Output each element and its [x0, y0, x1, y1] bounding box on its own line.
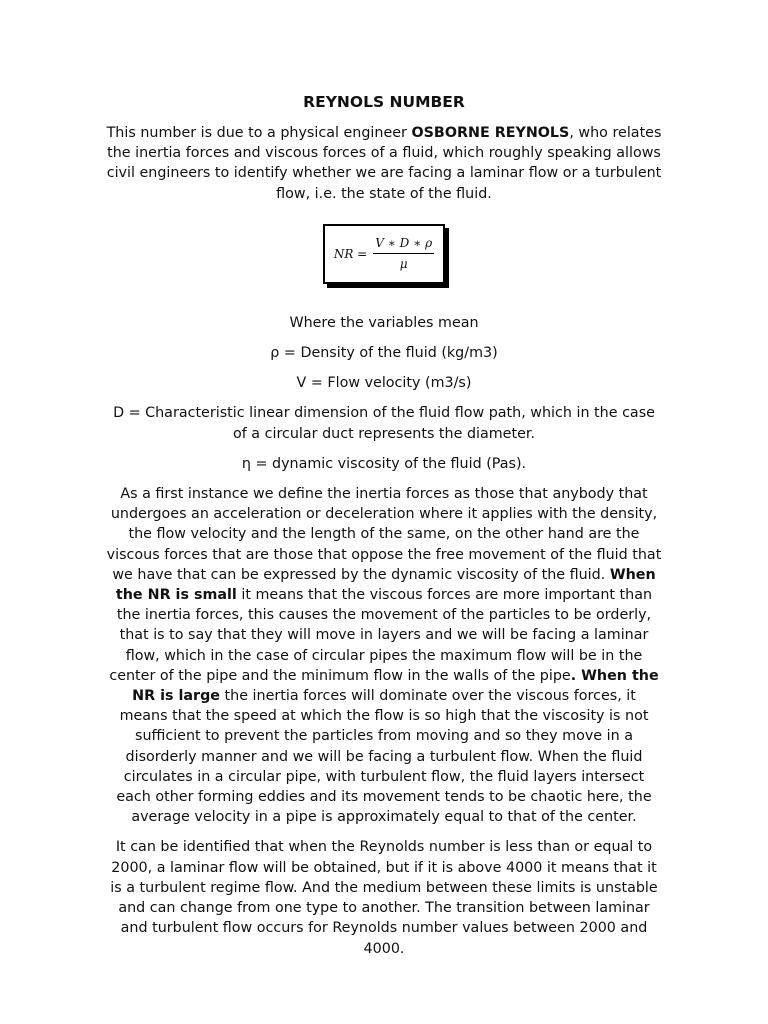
variable-viscosity: η = dynamic viscosity of the fluid (Pas).	[241, 455, 527, 472]
engineer-name: OSBORNE REYNOLS	[411, 125, 570, 141]
document-title: REYNOLS NUMBER	[303, 93, 465, 111]
explanation-text-1: As a first instance we define the inertia forces as those that anybody that undergoes an acceleration or deceleration where it applies with the density, the flow velocity and the length of the same, on the other hand are the viscous forces that are those that oppose the free movement of the fluid that we have that can be expressed by the dynamic viscosity of the fluid.	[106, 486, 662, 583]
intro-text-end: , who relates the inertia forces and viscous forces of a fluid, which roughly speaking allows civil engineers to identify whether we are facing a laminar flow or a turbulent flow, i.e. the state of the fluid.	[106, 125, 662, 202]
large-nr-emphasis: . When the NR is large	[132, 667, 659, 705]
thresholds-paragraph: It can be identified that when the Reynolds number is less than or equal to 2000, a laminar flow will be obtained, but if it is above 4000 it means that it is a turbulent regime flow. And the medium between these limits is unstable and can change from one type to another. The transition between laminar and turbulent flow occurs for Reynolds number values between 2000 and 4000.	[110, 839, 658, 957]
formula-container	[106, 224, 662, 284]
formula-fraction	[373, 236, 434, 271]
variable-density: ρ = Density of the fluid (kg/m3)	[270, 345, 498, 362]
explanation-text-2: it means that the viscous forces are more important than the inertia forces, this causes the movement of the particles to be orderly, that is to say that they will move in layers and we will be facing a laminar flow, which in the case of circular pipes the maximum flow will be in the center of the pipe and the minimum flow in the walls of the pipe	[109, 587, 653, 684]
intro-paragraph	[106, 123, 662, 204]
variables-heading: Where the variables mean	[289, 314, 479, 331]
explanation-text-3: the inertia forces will dominate over the viscous forces, it means that the speed at which the flow is so high that the viscosity is not sufficient to prevent the particles from moving and so they move in a disorderly manner and we will be facing a turbulent flow. When the fluid circulates in a circular pipe, with turbulent flow, the fluid layers intersect each other forming eddies and its movement tends to be chaotic here, the average velocity in a pipe is approximately equal to that of the center.	[116, 688, 652, 826]
formula-lhs: NR =	[333, 246, 368, 261]
intro-text-start: This number is due to a physical engineer	[106, 125, 412, 141]
reynolds-formula-box	[323, 224, 445, 284]
variable-velocity: V = Flow velocity (m3/s)	[296, 375, 472, 392]
explanation-paragraph	[106, 484, 662, 827]
formula-numerator: V ∗ D ∗ ρ	[373, 236, 434, 254]
document-page	[106, 90, 662, 969]
small-nr-emphasis: When the NR is small	[115, 566, 656, 604]
formula-denominator: μ	[399, 257, 408, 272]
variable-dimension: D = Characteristic linear dimension of the fluid flow path, which in the case of a circular duct represents the diameter.	[113, 405, 655, 442]
